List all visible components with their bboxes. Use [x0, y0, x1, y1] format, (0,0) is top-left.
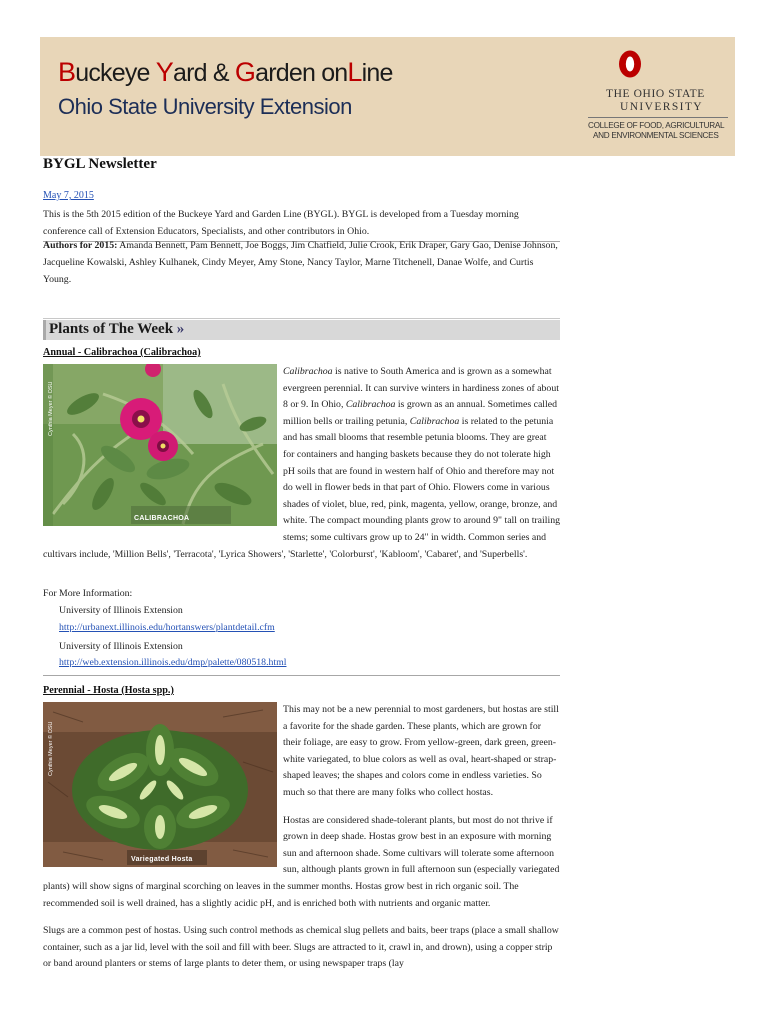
site-brand-title[interactable] — [58, 57, 393, 88]
genus-name: Calibrachoa — [283, 366, 333, 377]
perennial-paragraph-3: Slugs are a common pest of hostas. Using such control methods as chemical slug pellets and baits, beer traps (place a small shallow container, such as a jar lid, level with the soil and fill with beer. Slugs are attracted to it, crawl in, and drown), using a copper strip or band around planters or stems of large plants to deter them, or using newspaper traps (lay — [43, 925, 559, 970]
osu-name-line1: THE OHIO STATE — [606, 88, 705, 100]
perennial-paragraph-1: This may not be a new perennial to most gardeners, but hostas are still a favorite for the shade garden. These plants, which are grown for their foliage, are easy to grow. From yellow-green, dark green, green-white variegated, to blue colors as well as oval, heart-shaped or strap-shaped leaves; the shapes and colors come in endless varieties. So much so that there are many folks who collect hostas. — [283, 704, 559, 798]
authors-block — [43, 237, 560, 288]
brand-initial-b: B — [58, 57, 76, 87]
brand-word-arden: arden on — [255, 59, 348, 87]
annual-description — [43, 364, 560, 563]
perennial-heading: Perennial - Hosta (Hosta spp.) — [43, 685, 174, 696]
section-title — [49, 321, 184, 338]
photo-wrap-spacer — [43, 364, 283, 531]
photo-wrap-spacer — [43, 702, 283, 872]
newsletter-intro: This is the 5th 2015 edition of the Buckeye Yard and Garden Line (BYGL). BYGL is developed from a Tuesday morning conference call of Extension Educators, Specialists, and other contributors in Ohio. — [43, 209, 519, 237]
site-header-banner — [40, 37, 735, 156]
source-link[interactable]: http://urbanext.illinois.edu/hortanswers/plantdetail.cfm — [59, 622, 275, 633]
hosta-photo-credit: Cynthia Meyer © OSU — [48, 721, 54, 776]
annual-description-text: Calibrachoa is native to South America and is grown as a somewhat evergreen perennial. It can survive winters in hardiness zones of about 8 or 9. In Ohio, Calibrachoa is grown as an annual. Sometimes called million bells or trailing petunia, Calibrachoa is related to the petunia and has small blooms that resemble petunia blooms. They are great for containers and hanging baskets because they do not tolerate high pH soils that are found in western half of Ohio and therefore may not do well in flower beds in that part of Ohio. Flowers come in various shades of violet, blue, red, pink, magenta, yellow, orange, bronze, and white. The compact mounding plants grow to around 9" tall on trailing stems; some cultivars grow up to 24" in width. Common series and cultivars include, 'Million Bells', 'Terracota', 'Lyrica Showers', 'Starlette', 'Colorburst', 'Kabloom', 'Cabaret', and 'Superbells'. — [43, 366, 560, 560]
brand-initial-y: Y — [155, 57, 173, 87]
osu-divider — [588, 117, 728, 118]
brand-initial-l: L — [347, 57, 362, 87]
section-title-text: Plants of The Week — [49, 321, 174, 337]
annual-heading: Annual - Calibrachoa (Calibrachoa) — [43, 347, 201, 358]
newsletter-title: BYGL Newsletter — [43, 156, 157, 172]
section-header-plants-of-the-week[interactable] — [43, 320, 560, 340]
brand-word-ard: ard & — [173, 59, 235, 87]
source-name: University of Illinois Extension — [59, 605, 183, 616]
perennial-paragraph-2: Hostas are considered shade-tolerant plants, but most do not thrive if grown in deep shade. Hostas grow best in an exposure with morning sun and afternoon shade. Some cultivars will tolerate some afternoon sun, although plants grown in full afternoon sun (especially variegated plants) will show signs of marginal scorching on leaves in the summer months. Hostas grow best in rich organic soil. The recommended soil is well drained, has a slightly acidic pH, and is enriched both with nutrients and organic matter. — [43, 814, 560, 909]
source-name: University of Illinois Extension — [59, 641, 183, 652]
calibrachoa-photo-credit: Cynthia Meyer © OSU — [48, 381, 54, 436]
site-brand-subtitle: Ohio State University Extension — [58, 94, 352, 119]
divider — [43, 675, 560, 676]
perennial-description — [43, 702, 560, 973]
source-link[interactable]: http://web.extension.illinois.edu/dmp/palette/080518.html — [59, 657, 287, 668]
hosta-photo-caption: Variegated Hosta — [131, 856, 193, 863]
genus-name: Calibrachoa — [345, 399, 396, 411]
divider — [43, 318, 560, 319]
authors-list: Amanda Bennett, Pam Bennett, Joe Boggs, Jim Chatfield, Julie Crook, Erik Draper, Gary Gao, Denise Johnson, Jacqueline Kowalski, Ashley Kulhanek, Cindy Meyer, Amy Stone, Nancy Taylor, Marne Titchenell, Danae Wolfe, and Curtis Young. — [43, 240, 558, 285]
brand-initial-g: G — [234, 57, 256, 87]
osu-college-line2: AND ENVIRONMENTAL SCIENCES — [593, 131, 719, 140]
more-info-label: For More Information: — [43, 588, 133, 599]
calibrachoa-photo-caption: CALIBRACHOA — [134, 515, 190, 522]
authors-label: Authors for 2015: — [43, 240, 118, 251]
newsletter-date-link[interactable]: May 7, 2015 — [43, 190, 94, 201]
osu-name-line2: UNIVERSITY — [620, 101, 703, 113]
brand-word-uckeye: uckeye — [75, 59, 156, 87]
genus-name: Calibrachoa — [409, 415, 460, 427]
osu-college-line1: COLLEGE OF FOOD, AGRICULTURAL — [588, 121, 725, 130]
brand-word-ine: ine — [361, 59, 393, 87]
section-arrow-icon: » — [176, 321, 185, 337]
osu-block-o-logo[interactable] — [614, 49, 646, 79]
